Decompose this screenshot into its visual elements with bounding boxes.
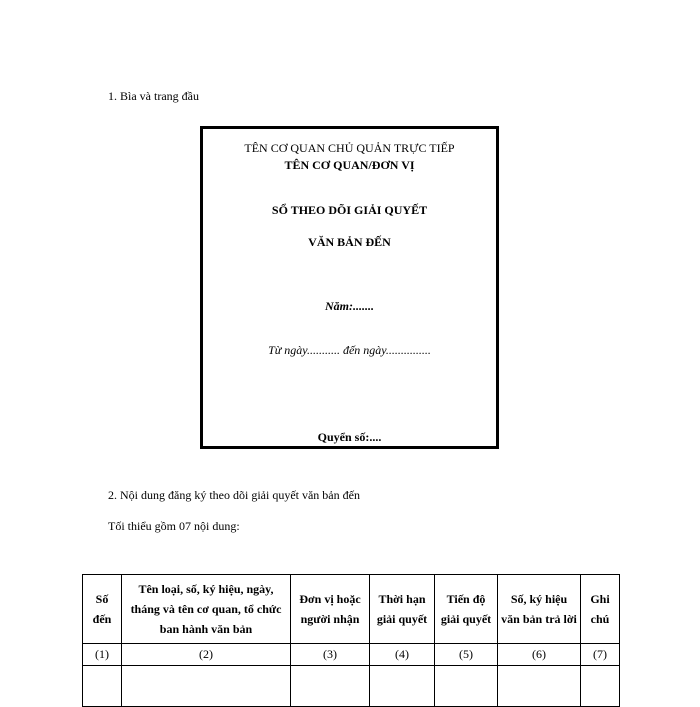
col-number-3: (3)	[291, 644, 370, 666]
table-row	[83, 666, 620, 707]
col-number-7: (7)	[581, 644, 620, 666]
col-number-2: (2)	[122, 644, 291, 666]
table-header-row	[83, 575, 620, 644]
col-header-7: Ghi chú	[581, 575, 620, 644]
col-header-3: Đơn vị hoặc người nhận	[291, 575, 370, 644]
col-number-1: (1)	[83, 644, 122, 666]
date-range-field: Từ ngày........... đến ngày...............	[268, 343, 431, 357]
year-field: Năm:.......	[325, 299, 374, 313]
col-number-4: (4)	[370, 644, 435, 666]
col-header-5: Tiến độ giải quyết	[435, 575, 498, 644]
book-cover	[200, 126, 499, 449]
col-header-6: Số, ký hiệu văn bản trả lời	[498, 575, 581, 644]
section-2-intro: Tối thiểu gồm 07 nội dung:	[108, 519, 240, 533]
volume-number-field: Quyển số:....	[317, 430, 382, 444]
section-1-heading: 1. Bìa và trang đầu	[108, 89, 199, 103]
book-title-line-2: VĂN BẢN ĐẾN	[308, 235, 391, 249]
agency-name: TÊN CƠ QUAN/ĐƠN VỊ	[284, 158, 415, 172]
parent-agency-name: TÊN CƠ QUAN CHỦ QUẢN TRỰC TIẾP	[244, 141, 455, 155]
col-number-6: (6)	[498, 644, 581, 666]
table-cell	[498, 666, 581, 707]
table-cell	[83, 666, 122, 707]
col-header-2: Tên loại, số, ký hiệu, ngày, tháng và tên cơ quan, tổ chức ban hành văn bản	[122, 575, 291, 644]
col-header-1: Số đến	[83, 575, 122, 644]
col-number-5: (5)	[435, 644, 498, 666]
table-cell	[435, 666, 498, 707]
table-cell	[122, 666, 291, 707]
table-cell	[291, 666, 370, 707]
table-cell	[370, 666, 435, 707]
col-header-4: Thời hạn giải quyết	[370, 575, 435, 644]
table-row	[83, 644, 620, 666]
register-table	[82, 574, 620, 707]
book-title-line-1: SỔ THEO DÕI GIẢI QUYẾT	[271, 203, 428, 217]
section-2-heading: 2. Nội dung đăng ký theo dõi giải quyết văn bản đến	[108, 488, 360, 502]
table-cell	[581, 666, 620, 707]
